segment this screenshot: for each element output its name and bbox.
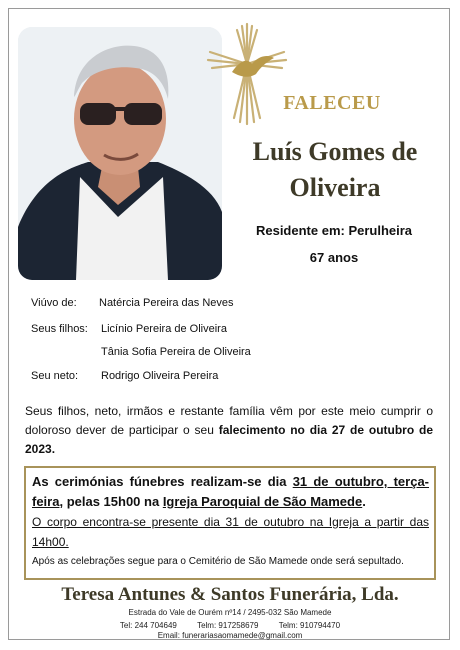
deceased-name-line-1: Luís Gomes de <box>252 137 418 166</box>
neto-value: Rodrigo Oliveira Pereira <box>101 370 219 382</box>
filho-1: Licínio Pereira de Oliveira <box>101 323 227 335</box>
neto-label: Seu neto: <box>31 370 79 382</box>
ceremony-body-underlined: O corpo encontra-se presente dia 31 de outubro na Igreja a partir das 14h00. <box>32 515 429 549</box>
viuvo-value: Natércia Pereira das Neves <box>99 297 234 309</box>
age: 67 anos <box>309 250 359 265</box>
announcement-text: Seus filhos, neto, irmãos e restante família vêm por este meio cumprir o doloroso dever de participar o seu <box>25 404 433 437</box>
phone-telm-1: Telm: 917258679 <box>197 621 259 630</box>
deceased-name-line-2: Oliveira <box>289 173 381 202</box>
ceremony-main-text <box>32 472 429 512</box>
ceremony-date: 31 de outubro, terça-feira <box>32 474 430 509</box>
ceremony-place: Igreja Paroquial de São Mamede <box>162 494 363 509</box>
ceremony-after-text: Após as celebrações segue para o Cemitério de São Mamede onde será sepultado. <box>32 556 404 567</box>
funeral-home-address: Estrada do Vale de Ourém nº14 / 2495-032 São Mamede <box>128 608 332 617</box>
faleceu-heading: FALECEU <box>283 92 381 114</box>
announcement-death-date: falecimento no dia 27 de outubro de 2023. <box>25 423 434 456</box>
deceased-name <box>228 134 442 206</box>
ceremony-box <box>24 466 436 580</box>
phone-telm-2: Telm: 910794470 <box>278 621 341 630</box>
ceremony-part-1: As cerimónias fúnebres realizam-se dia <box>32 474 293 489</box>
filho-2: Tânia Sofia Pereira de Oliveira <box>101 346 251 358</box>
announcement-paragraph <box>25 402 433 459</box>
ceremony-part-3: . <box>362 494 366 509</box>
residence: Residente em: Perulheira <box>255 223 413 238</box>
deceased-portrait <box>18 27 222 280</box>
ceremony-body-text <box>32 512 429 552</box>
funeral-home-name: Teresa Antunes & Santos Funerária, Lda. <box>61 584 399 605</box>
funeral-home-phones <box>10 621 450 630</box>
phone-tel: Tel: 244 704649 <box>119 621 177 630</box>
ceremony-part-2: , pelas 15h00 na <box>59 494 163 509</box>
viuvo-label: Viúvo de: <box>31 297 77 309</box>
funeral-home-email: Email: funerariasaomamede@gmail.com <box>157 631 303 640</box>
filhos-label: Seus filhos: <box>31 323 88 335</box>
